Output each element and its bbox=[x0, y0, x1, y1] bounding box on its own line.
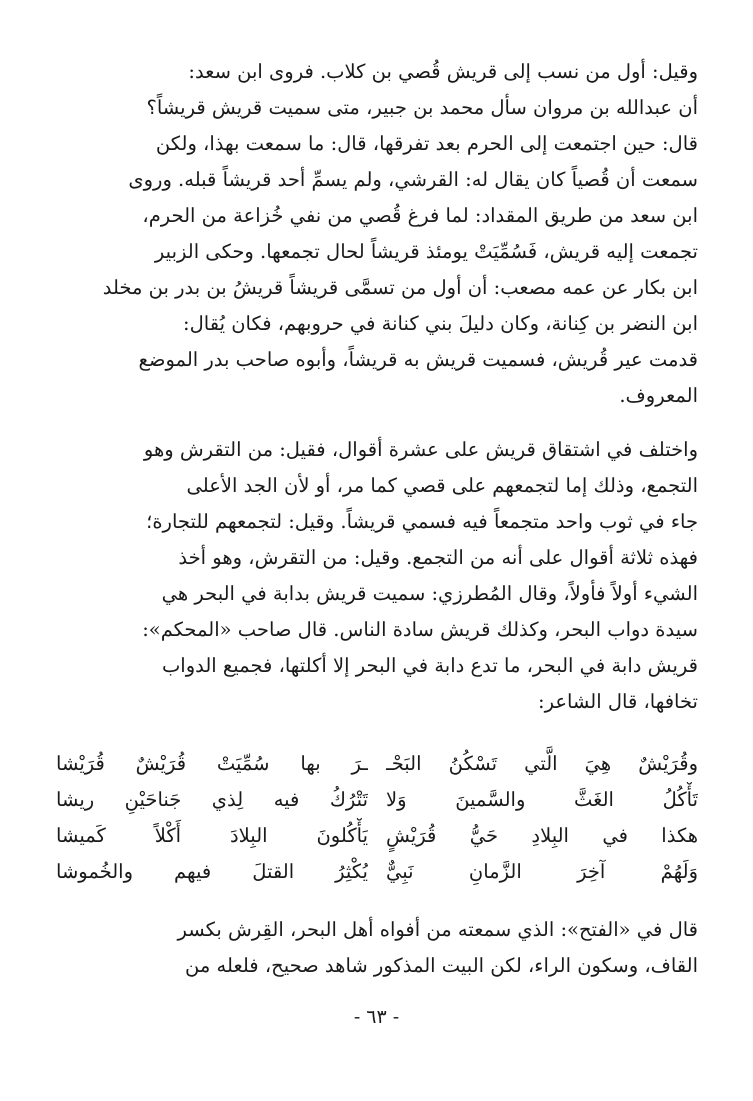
text-line: ابن النضر بن كِنانة، وكان دليلَ بني كنانة في حروبهم، فكان يُقال: bbox=[183, 312, 698, 335]
text-line: فهذه ثلاثة أقوال على أنه من التجمع. وقيل: من التقرش، وهو أخذ bbox=[178, 546, 698, 569]
poem bbox=[56, 746, 698, 890]
text-line: قدمت عير قُريش، فسميت قريش به قريشاً، وأبوه صاحب بدر الموضع bbox=[138, 348, 698, 371]
text-line: واختلف في اشتقاق قريش على عشرة أقوال، فقيل: من التقرش وهو bbox=[143, 438, 698, 461]
text-line: التجمع، وذلك إما لتجمعهم على قصي كما مر، أو لأن الجد الأعلى bbox=[186, 474, 698, 497]
text-line: ابن سعد من طريق المقداد: لما فرغ قُصي من نفي خُزاعة من الحرم، bbox=[142, 204, 698, 227]
paragraph-1 bbox=[56, 54, 698, 414]
text-line: أن عبدالله بن مروان سأل محمد بن جبير، متى سميت قريش قريشاً؟ bbox=[146, 96, 698, 119]
text-line: قال في «الفتح»: الذي سمعته من أفواه أهل البحر، القِرش بكسر bbox=[177, 918, 698, 941]
poem-first-hemistich: وقُرَيْشٌ هِيَ الَّتي تَسْكُنُ البَحْـ bbox=[386, 752, 698, 775]
text-line: تجمعت إليه قريش، فَسُمِّيَتْ يومئذ قريشاً لحال تجمعها. وحكى الزبير bbox=[154, 240, 698, 263]
poem-first-hemistich: وَلَهُمْ آخِرَ الزَّمانِ نَبِيٌّ bbox=[386, 860, 698, 883]
paragraph-2 bbox=[56, 432, 698, 720]
poem-first-hemistich: تَأْكُلُ الغَثَّ والسَّمينَ وَلا bbox=[386, 788, 698, 811]
text-line: قال: حين اجتمعت إلى الحرم بعد تفرقها، قال: ما سمعت بهذا، ولكن bbox=[155, 132, 698, 155]
text-line: جاء في ثوب واحد متجمعاً فيه فسمي قريشاً. وقيل: لتجمعهم للتجارة؛ bbox=[146, 510, 698, 533]
text-line: قريش دابة في البحر، ما تدع دابة في البحر إلا أكلتها، فجميع الدواب bbox=[161, 654, 698, 677]
text-line: المعروف. bbox=[619, 384, 698, 407]
poem-verse bbox=[56, 746, 698, 782]
text-line: سمعت أن قُصياً كان يقال له: القرشي، ولم يسمِّ أحد قريشاً قبله. وروى bbox=[128, 168, 698, 191]
poem-first-hemistich: هكذا في البِلادِ حَيُّ قُرَيْشٍ bbox=[386, 824, 698, 847]
text-line: القاف، وسكون الراء، لكن البيت المذكور شاهد صحيح، فلعله من bbox=[185, 954, 698, 977]
text-line: تخافها، قال الشاعر: bbox=[538, 690, 698, 713]
text-line: سيدة دواب البحر، وكذلك قريش سادة الناس. قال صاحب «المحكم»: bbox=[142, 618, 698, 641]
poem-second-hemistich: يَأْكُلونَ البِلادَ أَكْلاً كَميشا bbox=[56, 824, 368, 847]
poem-second-hemistich: تَتْرُكُ فيه لِذي جَناحَيْنِ ريشا bbox=[56, 788, 368, 811]
poem-verse bbox=[56, 782, 698, 818]
poem-verse bbox=[56, 818, 698, 854]
text-line: ابن بكار عن عمه مصعب: أن أول من تسمَّى قريشاً قريشُ بن بدر بن مخلد bbox=[102, 276, 698, 299]
poem-second-hemistich: ـرَ بها سُمِّيَتْ قُرَيْشٌ قُرَيْشا bbox=[56, 752, 368, 775]
text-line: الشيء أولاً فأولاً، وقال المُطرزي: سميت قريش بدابة في البحر هي bbox=[161, 582, 698, 605]
page-number: - ٦٣ - bbox=[353, 1006, 400, 1028]
text-line: وقيل: أول من نسب إلى قريش قُصي بن كلاب. فروى ابن سعد: bbox=[188, 60, 698, 83]
poem-second-hemistich: يُكْثِرُ القتلَ فيهم والخُموشا bbox=[56, 860, 368, 883]
page-body bbox=[56, 54, 698, 984]
poem-verse bbox=[56, 854, 698, 890]
paragraph-3 bbox=[56, 912, 698, 984]
